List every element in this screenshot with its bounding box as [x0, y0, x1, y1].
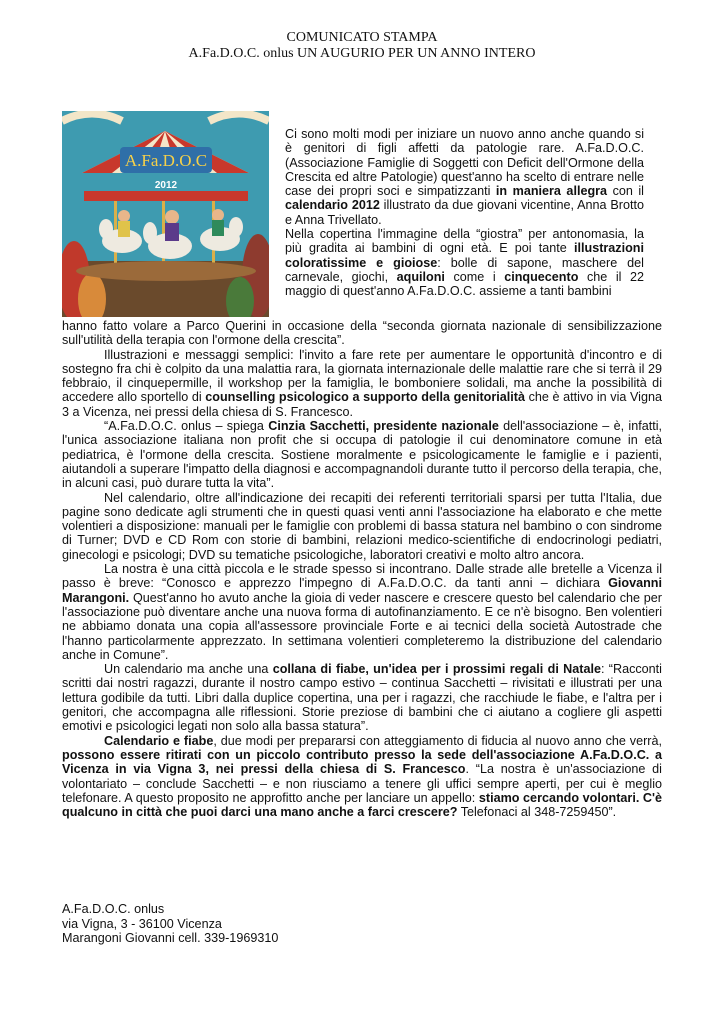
bold-run: collana di fiabe, un'idea per i prossimi regali di Natale — [272, 662, 601, 677]
footer-org: A.Fa.D.O.C. onlus — [62, 902, 165, 916]
press-release-header — [0, 30, 724, 62]
text-run: “A.Fa.D.O.C. onlus – spiega — [104, 419, 269, 434]
bold-run: possono essere ritirati con un piccolo contributo presso la sede dell'associazione A.Fa.D.O.C. a Vicenza in via Vigna 3, nei pressi della chiesa di S. Francesco — [62, 747, 662, 777]
text-run: dell'associazione – è, infatti, l'unica associazione italiana non profit che si occupa di patologie il cui denominatore comune in età pediatrica, è l'ormone della crescita. Sostiene moralmente e psicologicamente le famiglie e i pazienti, aiutandoli a superare l'impatto della diagnosi e accompagnandoli durante tutto il percorso della terapia, che, in alcuni casi, può durare tutta la vita”. — [62, 419, 662, 491]
text-run: Ci sono molti modi per iniziare un nuovo anno anche quando si è genitori di figli affetti da patologie rare. A.Fa.D.O.C. (Associazione Famiglie di Soggetti con Deficit dell'Ormone della Crescita ed altre Patologie) quest'anno ha scelto di entrare nelle case dei propri soci e simpatizzanti — [285, 127, 644, 199]
header-title: COMUNICATO STAMPA — [286, 30, 438, 45]
text-run: illustrato da due giovani vicentine, Anna Brotto e Anna Trivellato. — [285, 198, 644, 227]
contact-footer — [62, 902, 278, 946]
text-run: Un calendario ma anche una — [104, 662, 273, 677]
intro-paragraph — [285, 127, 644, 227]
text-run: : “Racconti scritti dai nostri ragazzi, durante il nostro campo estivo – continua Sacchetti – rivisitati e illustrati per una lettura godibile da tutti. Libri dalla duplice copertina, una per i ragazzi, che racchiude le fiabe, e l'altra per i genitori, che accompagna alle riflessioni. Storie preziose di bambini che ci aiutano a cogliere gli aspetti emotivi e psicologici legati non solo alla bassa statura”. — [62, 662, 662, 734]
body-paragraph — [62, 734, 662, 820]
calendar-cover-image — [62, 111, 269, 317]
cover-title: A.Fa.D.O.C — [124, 151, 208, 170]
bold-run: Calendario e fiabe — [104, 733, 214, 748]
bold-run: in maniera allegra — [495, 184, 608, 199]
text-run: Illustrazioni e messaggi semplici: l'invito a fare rete per aumentare le opportunità d'incontro e di sostegno fra chi è colpito da una malattia rara, la giornata internazionale delle malattie rare che si terrà il 29 febbraio, il cinquepermille, il workshop per la famiglia, le bomboniere solidali, ma anche la possibilità di accedere allo sportello di — [62, 347, 662, 405]
text-run: Telefonaci al 348-7259450”. — [457, 805, 617, 820]
bold-run: Cinzia Sacchetti, presidente nazionale — [268, 419, 499, 434]
bold-run: cinquecento — [504, 269, 579, 284]
text-run: con il — [607, 184, 644, 199]
text-run: : bolle di sapone, maschere del carnevale, giochi, — [285, 255, 644, 284]
cover-year: 2012 — [154, 180, 178, 191]
text-run: . “La nostra è un'associazione di volontariato – conclude Sacchetti – e non riusciamo a tenere gli uffici sempre aperti, per cui è meglio telefonare. A questo proposito ne approfitto anche per lanciare un appello: — [62, 762, 662, 805]
body-paragraph: hanno fatto volare a Parco Querini in occasione della “seconda giornata nazionale di sensibilizzazione sull'utilità della terapia con l'ormone della crescita”. — [62, 319, 662, 348]
text-run: , due modi per prepararsi con atteggiamento di fiducia al nuovo anno che verrà, — [213, 733, 662, 748]
body-paragraph: Nel calendario, oltre all'indicazione dei recapiti dei referenti territoriali sparsi per tutta l'Italia, due pagine sono dedicate agli strumenti che in questi quasi venti anni l'associazione ha elaborato e che mette volentieri a disposizione: manuali per le famiglie con problemi di bassa statura nel bambino o con sindrome di Turner; DVD e CD Rom con storie di bambini, relazioni medico-scientifiche di endocrinologi pediatri, ginecologi e psicologi; DVD su tematiche psicologiche, laboratori creativi e molto altro ancora. — [62, 490, 662, 562]
footer-address: via Vigna, 3 - 36100 Vicenza — [62, 916, 222, 931]
body-paragraph — [62, 348, 662, 419]
text-run: Quest'anno ho avuto anche la gioia di veder nascere e crescere questo bel calendario che per l'associazione può diventare anche una nuova forma di autofinanziamento. E ce n'è bisogno. Ben volentieri ne abbiamo donata una copia all'assessore provinciale Forte e ai tecnici della società Autostrade che l'hanno particolarmente apprezzato. In settimana volentieri completeremo la distribuzione del calendario anche in Comune”. — [62, 590, 662, 662]
text-run: che è attivo in via Vigna 3 a Vicenza, nei pressi della chiesa di S. Francesco. — [62, 390, 662, 419]
bold-run: counselling psicologico a supporto della genitorialità — [205, 390, 525, 405]
intro-paragraph — [285, 227, 644, 298]
bold-run: stiamo cercando volontari. C'è qualcuno in città che puoi darci una mano anche a farci crescere? — [62, 790, 662, 820]
intro-text — [285, 127, 644, 299]
article-body — [62, 319, 662, 819]
bold-run: illustrazioni coloratissime e gioiose — [285, 241, 644, 270]
carousel-illustration — [62, 111, 269, 317]
text-run: che il 22 maggio di quest'anno A.Fa.D.O.C. assieme a tanti bambini — [285, 269, 645, 299]
text-run: come i — [444, 269, 505, 284]
body-paragraph — [62, 419, 662, 490]
text-run: La nostra è una città piccola e le strade spesso si incontrano. Dalle strade alle bretelle a Vicenza il passo è breve: “Conosco e apprezzo l'impegno di A.Fa.D.O.C. da tanti anni – dichiara — [62, 562, 662, 591]
footer-contact: Marangoni Giovanni cell. 339-1969310 — [62, 931, 279, 946]
text-run: Nella copertina l'immagine della “giostra” per antonomasia, la più gradita ai bambini di ogni età. E poi tante — [285, 227, 644, 256]
header-subtitle: A.Fa.D.O.C. onlus UN AUGURIO PER UN ANNO INTERO — [188, 46, 536, 61]
bold-run: aquiloni — [396, 269, 445, 284]
bold-run: calendario 2012 — [285, 198, 380, 213]
body-paragraph — [62, 662, 662, 733]
bold-run: Giovanni Marangoni. — [62, 576, 662, 605]
body-paragraph — [62, 562, 662, 662]
